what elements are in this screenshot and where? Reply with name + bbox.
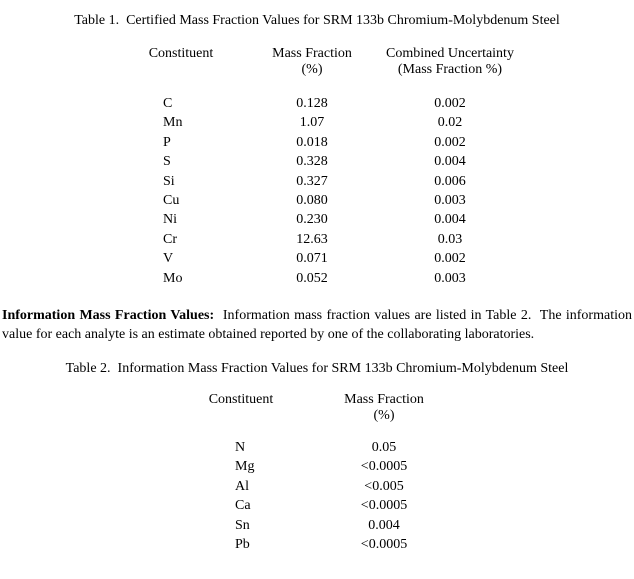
table1-cell-mass-fraction: 0.071	[296, 251, 328, 267]
table1-cell-constituent: P	[163, 134, 171, 150]
table1-cell-constituent: C	[163, 96, 173, 111]
table2-cell-mass-fraction: <0.005	[364, 478, 404, 494]
table1-cell-mass-fraction: 0.230	[296, 212, 328, 228]
table1-cell-uncertainty: 0.006	[434, 173, 466, 189]
table1-cell-constituent: Ni	[163, 212, 177, 228]
table1-cell-uncertainty: 0.03	[437, 231, 463, 247]
table1-header-uncertainty-label: Combined Uncertainty	[386, 46, 514, 61]
table1-cell-uncertainty: 0.02	[437, 115, 463, 131]
table2-cell-constituent: N	[235, 440, 246, 455]
table1-cell-mass-fraction: 0.328	[296, 154, 328, 170]
table1-cell-uncertainty: 0.002	[434, 251, 466, 267]
table2-cell-mass-fraction: <0.0005	[360, 498, 408, 514]
table1-cell-mass-fraction: 0.080	[296, 192, 328, 208]
table1-cell-uncertainty: 0.002	[434, 134, 466, 150]
table1-cell-uncertainty: 0.004	[434, 154, 466, 170]
paragraph-body: Information mass fraction values are listed in Table 2. The information value for each analyte is an estimate obtained reported by one of the collaborating laboratories.	[2, 308, 632, 343]
table1-constituent-column	[163, 94, 223, 288]
table2-cell-constituent: Ca	[235, 498, 251, 514]
table2-cell-constituent: Mg	[235, 459, 255, 475]
table1-header-mass-fraction-unit: (%)	[301, 61, 323, 77]
information-values-paragraph	[2, 306, 632, 345]
table1-cell-constituent: Si	[163, 173, 175, 189]
table1-cell-mass-fraction: 1.07	[299, 115, 325, 131]
table1-cell-uncertainty: 0.002	[434, 96, 466, 111]
table1-cell-constituent: V	[163, 251, 174, 267]
table1-title: Table 1. Certified Mass Fraction Values for SRM 133b Chromium-Molybdenum Steel	[74, 13, 560, 28]
table1-header-uncertainty-unit: (Mass Fraction %)	[397, 61, 503, 77]
table1-header-uncertainty	[365, 46, 535, 78]
table1-cell-constituent: S	[163, 154, 171, 170]
table2-header-constituent	[193, 392, 289, 408]
table2-cell-mass-fraction: 0.05	[371, 440, 397, 455]
table1-uncertainty-column	[365, 94, 535, 288]
table1-cell-constituent: Mn	[163, 115, 183, 131]
table1-cell-constituent: Cu	[163, 192, 180, 208]
table2-title: Table 2. Information Mass Fraction Values for SRM 133b Chromium-Molybdenum Steel	[65, 361, 569, 376]
table2-cell-constituent: Sn	[235, 517, 250, 533]
table1-cell-mass-fraction: 0.018	[296, 134, 328, 150]
table2-header-mass-fraction-label: Mass Fraction	[344, 392, 424, 407]
table2-mass-fraction-column	[299, 438, 469, 554]
table2-header-constituent-label: Constituent	[208, 392, 274, 407]
table2-cell-mass-fraction: <0.0005	[360, 459, 408, 475]
table2-header-mass-fraction	[299, 392, 469, 424]
table1-cell-mass-fraction: 0.128	[296, 96, 328, 111]
table2-cell-mass-fraction: 0.004	[368, 517, 400, 533]
paragraph-lead: Information Mass Fraction Values:	[2, 308, 215, 323]
table2-constituent-column	[235, 438, 295, 554]
table1-cell-uncertainty: 0.003	[434, 192, 466, 208]
table1-cell-mass-fraction: 0.327	[296, 173, 328, 189]
table2-cell-mass-fraction: <0.0005	[360, 536, 408, 552]
table1-cell-mass-fraction: 0.052	[296, 270, 328, 286]
table1-header-constituent	[133, 46, 229, 62]
table2-header-mass-fraction-unit: (%)	[373, 407, 395, 423]
table1-header-constituent-label: Constituent	[148, 46, 214, 61]
table1-cell-constituent: Mo	[163, 270, 183, 286]
table1-cell-uncertainty: 0.003	[434, 270, 466, 286]
table1-cell-mass-fraction: 12.63	[296, 231, 328, 247]
table1-cell-uncertainty: 0.004	[434, 212, 466, 228]
table2-cell-constituent: Pb	[235, 536, 250, 552]
table1-cell-constituent: Cr	[163, 231, 177, 247]
table1-header-mass-fraction-label: Mass Fraction	[272, 46, 352, 61]
table2-cell-constituent: Al	[235, 478, 249, 494]
